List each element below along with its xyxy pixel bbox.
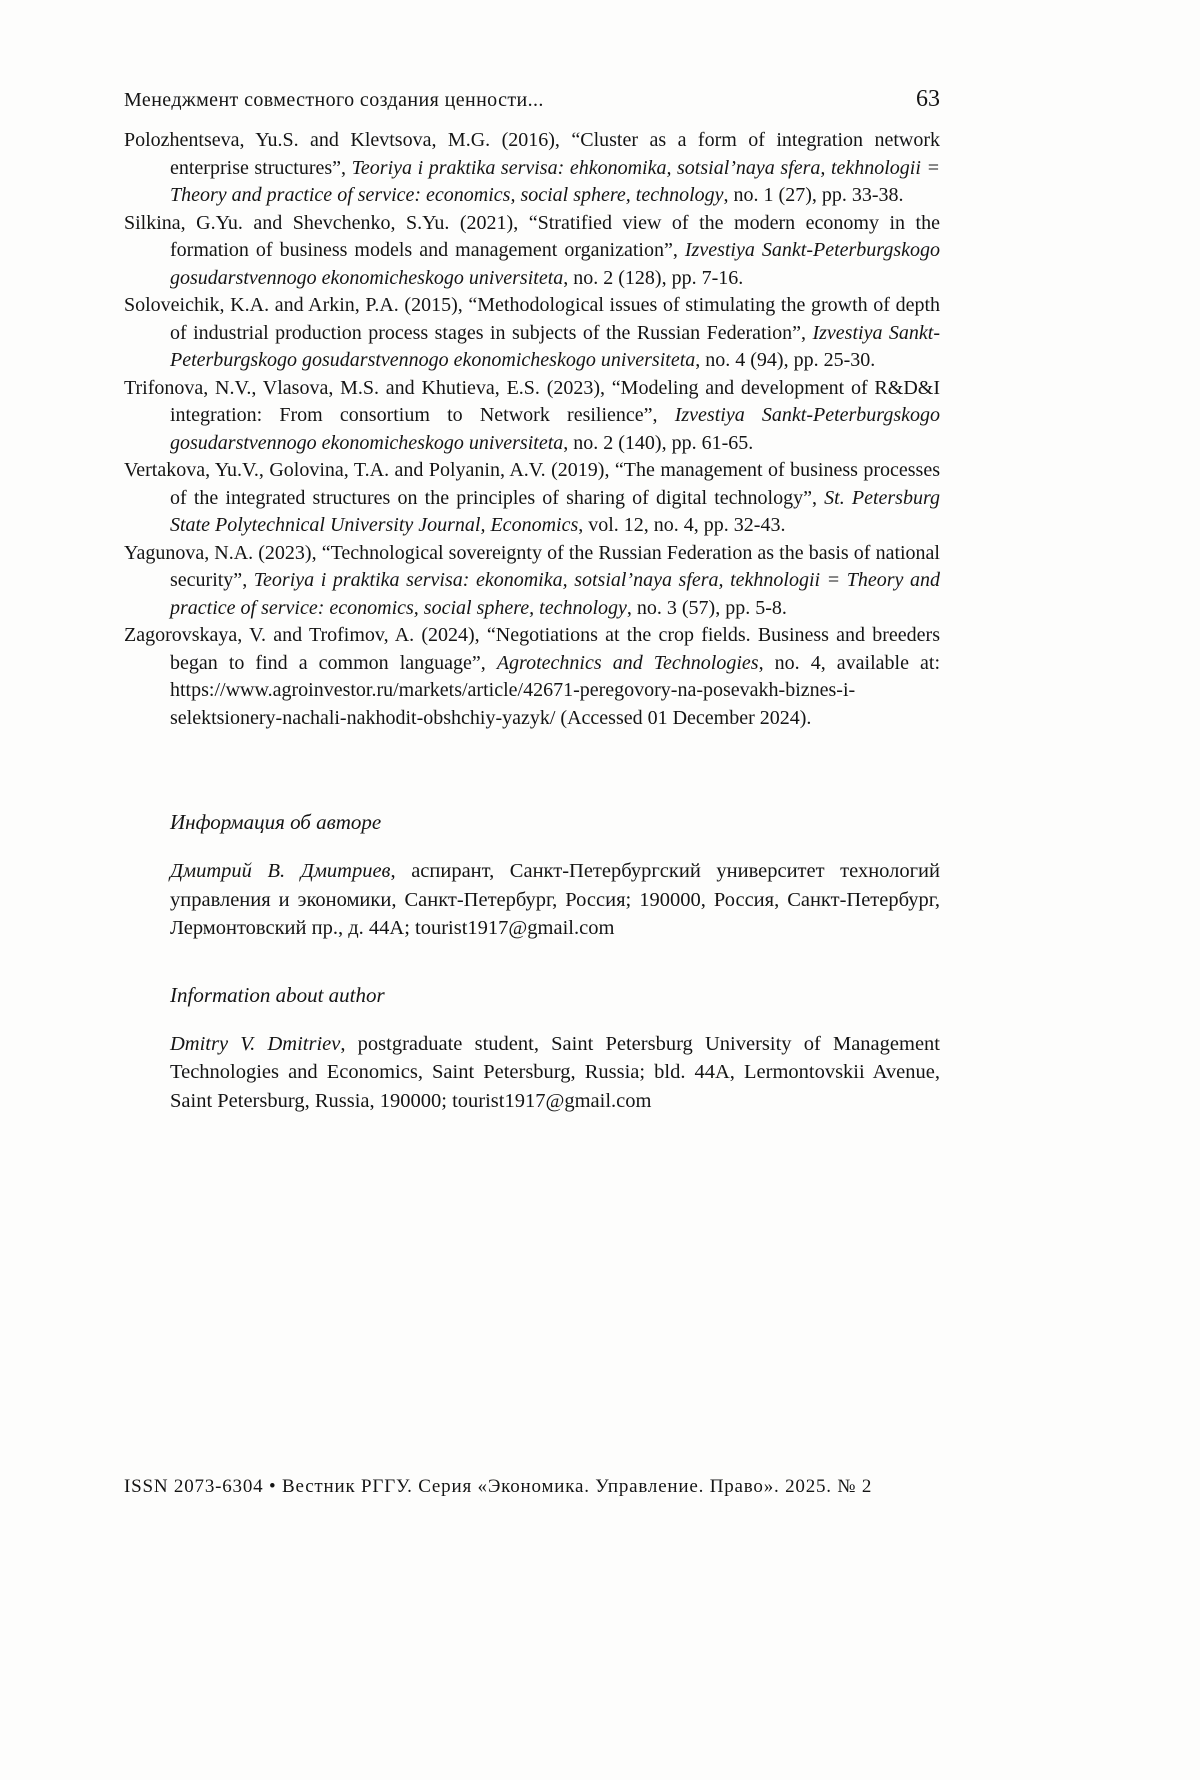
running-header [124,86,940,113]
page-footer [124,1476,940,1498]
reference-text-segment: Polozhentseva, Yu.S. and Klevtsova, M.G. (2016), “Cluster as a form of integration network enterprise structures”, [124,129,940,179]
reference-entry [124,375,940,458]
running-header-title: Менеджмент совместного создания ценности... [124,89,544,111]
author-info-en-heading: Information about author [170,982,385,1007]
reference-text-segment: , no. 2 (140), pp. 61-65. [563,431,754,454]
reference-text-segment: , no. 2 (128), pp. 7-16. [563,266,744,289]
reference-italic-segment: St. Petersburg State Polytechnical University Journal, Economics [170,486,940,536]
reference-entry [124,210,940,293]
author-en-text-segment: , postgraduate student, Saint Petersburg University of Management Technologies and Economics, Saint Petersburg, Russia; bld. 44A, Lermontovskii Avenue, Saint Petersburg, Russia, 190000; tourist1917@gmail.com [170,1032,940,1112]
reference-text-segment: , no. 4, available at: https://www.agroinvestor.ru/markets/article/42671-peregovory-na-posevakh-biznes-i-selektsionery-nachali-nakhodit-obshchiy-yazyk/ (Accessed 01 December 2024). [170,651,940,729]
author-info-en [170,983,940,1116]
reference-text-segment: , no. 3 (57), pp. 5-8. [626,596,787,619]
reference-text-segment: , vol. 12, no. 4, pp. 32-43. [578,514,786,536]
reference-entry [124,292,940,375]
reference-text-segment: Zagorovskaya, V. and Trofimov, A. (2024), “Negotiations at the crop fields. Business and breeders began to find a common language”, [124,624,940,674]
reference-italic-segment: Teoriya i praktika servisa: ehkonomika, sotsial’naya sfera, tekhnologii = Theory and practice of service: economics, social sphere, technology [170,156,940,206]
author-info-ru-heading: Информация об авторе [170,810,382,834]
reference-italic-segment: Izvestiya Sankt-Peterburgskogo gosudarstvennogo ekonomicheskogo universiteta [170,239,940,289]
reference-italic-segment: Izvestiya Sankt-Peterburgskogo gosudarstvennogo ekonomicheskogo universiteta [170,321,940,371]
author-info-ru-paragraph [170,857,940,943]
reference-entry [124,540,940,623]
reference-text-segment: Trifonova, N.V., Vlasova, M.S. and Khutieva, E.S. (2023), “Modeling and development of R&D&I integration: From consortium to Network resilience”, [124,376,940,426]
reference-entry [124,127,940,210]
author-ru-text-segment: , аспирант, Санкт-Петербургский университет технологий управления и экономики, Санкт-Петербург, Россия; 190000, Россия, Санкт-Петербург, Лермонтовский пр., д. 44А; tourist1917@gmail.com [170,860,940,939]
reference-italic-segment: Agrotechnics and Technologies [496,651,759,674]
reference-text-segment: Yagunova, N.A. (2023), “Technological sovereignty of the Russian Federation as the basis of national security”, [124,541,940,591]
page-number: 63 [916,86,940,112]
author-info-ru [170,810,940,943]
reference-entry [124,457,940,540]
reference-text-segment: , no. 1 (27), pp. 33-38. [723,184,904,206]
reference-italic-segment: Teoriya i praktika servisa: ekonomika, sotsial’naya sfera, tekhnologii = Theory and practice of service: economics, social sphere, technology [170,569,940,619]
reference-text-segment: Vertakova, Yu.V., Golovina, T.A. and Polyanin, A.V. (2019), “The management of business processes of the integrated structures on the principles of sharing of digital technology”, [124,459,940,509]
reference-text-segment: , no. 4 (94), pp. 25-30. [695,349,876,371]
author-ru-italic-segment: Дмитрий В. Дмитриев [170,860,391,882]
reference-text-segment: Silkina, G.Yu. and Shevchenko, S.Yu. (2021), “Stratified view of the modern economy in the formation of business models and management organization”, [124,211,940,261]
reference-italic-segment: Izvestiya Sankt-Peterburgskogo gosudarstvennogo ekonomicheskogo universiteta [170,404,941,454]
references-list [124,127,940,732]
reference-entry [124,622,940,732]
reference-text-segment: Soloveichik, K.A. and Arkin, P.A. (2015), “Methodological issues of stimulating the growth of depth of industrial production process stages in subjects of the Russian Federation”, [124,294,940,344]
author-en-italic-segment: Dmitry V. Dmitriev [170,1032,341,1055]
author-info-en-paragraph [170,1030,940,1116]
page-footer-text: ISSN 2073-6304 • Вестник РГГУ. Серия «Экономика. Управление. Право». 2025. № 2 [124,1476,873,1497]
